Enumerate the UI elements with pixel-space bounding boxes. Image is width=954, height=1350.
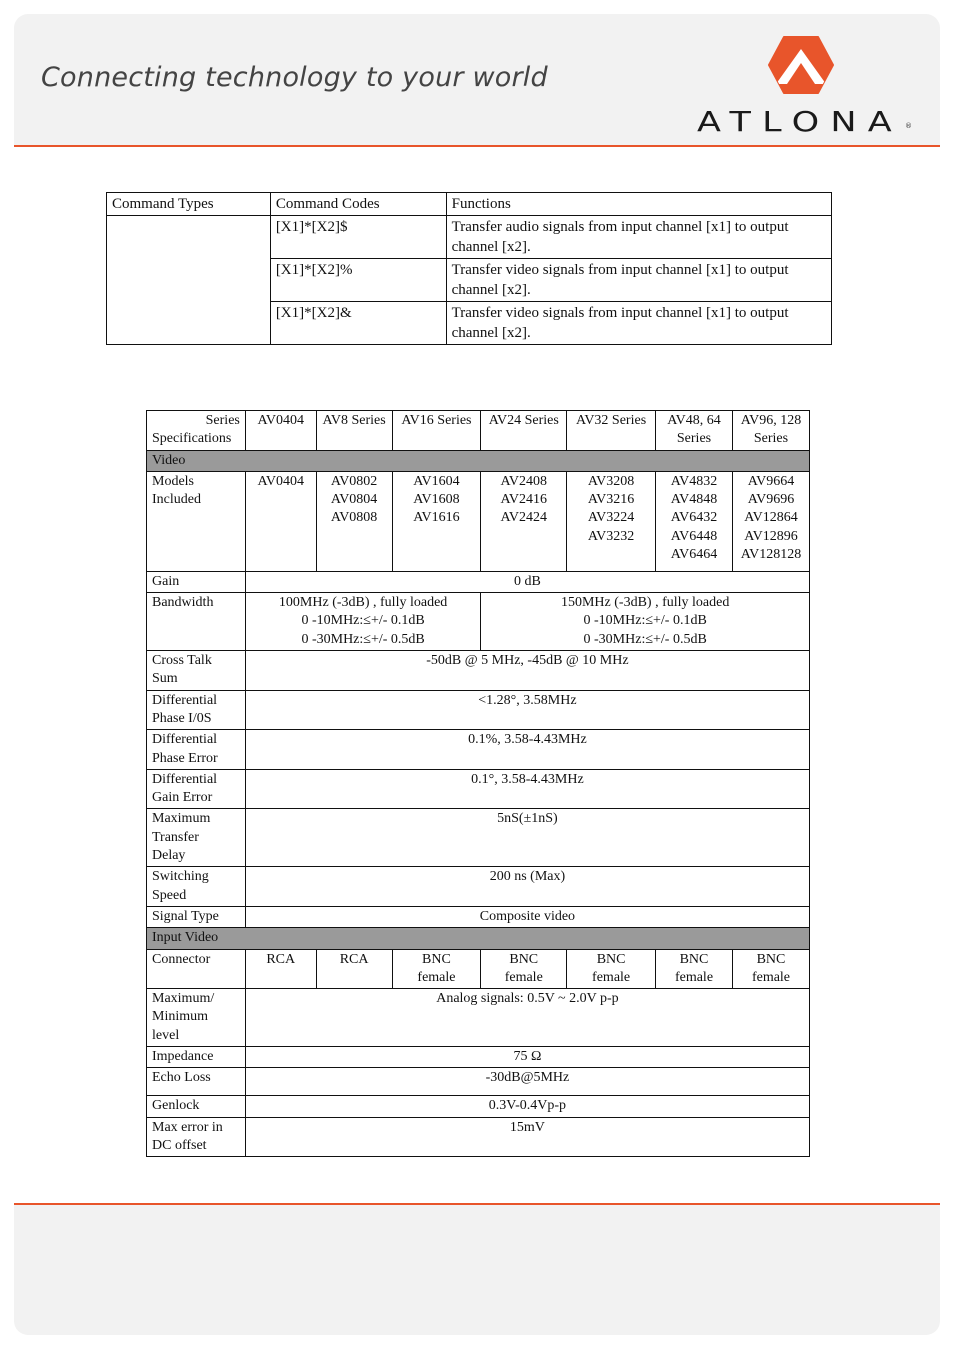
row-value: -50dB @ 5 MHz, -45dB @ 10 MHz	[245, 651, 809, 691]
connector-cell: RCA	[316, 949, 392, 989]
spec-row	[147, 867, 810, 907]
header-functions: Functions	[446, 193, 831, 216]
bandwidth-b	[481, 593, 810, 651]
series-header: AV48, 64 Series	[656, 411, 733, 451]
table-header-row	[107, 193, 832, 216]
row-value: Composite video	[245, 906, 809, 927]
row-label: Echo Loss	[147, 1068, 246, 1096]
command-table	[106, 192, 832, 345]
spec-row	[147, 690, 810, 730]
models-cell: AV0404	[245, 471, 316, 571]
row-label: Gain	[147, 571, 246, 592]
section-title: Video	[147, 450, 810, 471]
series-header: AV32 Series	[567, 411, 656, 451]
series-header: AV8 Series	[316, 411, 392, 451]
models-cell: AV9664 AV9696 AV12864 AV12896 AV128128	[732, 471, 809, 571]
series-header: AV0404	[245, 411, 316, 451]
row-value: 0.1°, 3.58-4.43MHz	[245, 769, 809, 809]
corner-spec-label: Specifications	[152, 431, 232, 447]
connector-row	[147, 949, 810, 989]
command-code: [X1]*[X2]$	[270, 216, 446, 259]
corner-series-label: Series	[205, 413, 240, 428]
command-type-cell	[107, 216, 271, 345]
atlona-logo-icon	[768, 36, 834, 94]
row-label: Models Included	[147, 471, 246, 571]
connector-cell: BNC female	[481, 949, 567, 989]
series-header-row	[147, 411, 810, 451]
row-value: 200 ns (Max)	[245, 867, 809, 907]
command-function: Transfer video signals from input channel [x1] to output channel [x2].	[446, 259, 831, 302]
row-label: Differential Phase Error	[147, 730, 246, 770]
logo-text: ATLONA	[697, 105, 903, 134]
bandwidth-row	[147, 593, 810, 651]
row-label: Bandwidth	[147, 593, 246, 651]
row-label: Max error in DC offset	[147, 1117, 246, 1157]
row-value: 0 dB	[245, 571, 809, 592]
connector-cell: BNC female	[567, 949, 656, 989]
row-label: Differential Phase I/0S	[147, 690, 246, 730]
tagline: Connecting technology to your world	[41, 62, 548, 93]
series-header: AV24 Series	[481, 411, 567, 451]
command-function: Transfer video signals from input channel [x1] to output channel [x2].	[446, 302, 831, 345]
section-title: Input Video	[147, 928, 810, 949]
spec-table	[146, 410, 810, 1157]
row-value: Analog signals: 0.5V ~ 2.0V p-p	[245, 989, 809, 1047]
connector-cell: BNC female	[656, 949, 733, 989]
bandwidth-b-line: 0 -10MHz:≤+/- 0.1dB	[583, 613, 707, 629]
row-value: 75 Ω	[245, 1047, 809, 1068]
row-value: <1.28°, 3.58MHz	[245, 690, 809, 730]
section-row-input-video	[147, 928, 810, 949]
row-label: Impedance	[147, 1047, 246, 1068]
spec-row	[147, 906, 810, 927]
spec-row	[147, 1096, 810, 1117]
atlona-wordmark	[697, 104, 905, 134]
header-command-codes: Command Codes	[270, 193, 446, 216]
row-label: Switching Speed	[147, 867, 246, 907]
models-cell: AV3208 AV3216 AV3224 AV3232	[567, 471, 656, 571]
bandwidth-a-line: 0 -30MHz:≤+/- 0.5dB	[301, 631, 425, 647]
header-command-types: Command Types	[107, 193, 271, 216]
bandwidth-a-line: 0 -10MHz:≤+/- 0.1dB	[301, 613, 425, 629]
command-code: [X1]*[X2]%	[270, 259, 446, 302]
spec-row	[147, 651, 810, 691]
row-label: Signal Type	[147, 906, 246, 927]
registered-mark: ®	[905, 122, 912, 130]
row-value: 0.3V-0.4Vp-p	[245, 1096, 809, 1117]
spec-row	[147, 1068, 810, 1096]
row-value: 5nS(±1nS)	[245, 809, 809, 867]
row-label: Connector	[147, 949, 246, 989]
row-label: Genlock	[147, 1096, 246, 1117]
row-label: Maximum/ Minimum level	[147, 989, 246, 1047]
row-value: -30dB@5MHz	[245, 1068, 809, 1096]
row-value: 15mV	[245, 1117, 809, 1157]
spec-row	[147, 769, 810, 809]
connector-cell: RCA	[245, 949, 316, 989]
command-function: Transfer audio signals from input channel [x1] to output channel [x2].	[446, 216, 831, 259]
spec-row	[147, 730, 810, 770]
spec-row	[147, 1047, 810, 1068]
bandwidth-b-line: 0 -30MHz:≤+/- 0.5dB	[583, 631, 707, 647]
table-row	[107, 216, 832, 259]
row-label: Cross Talk Sum	[147, 651, 246, 691]
gain-row	[147, 571, 810, 592]
spec-row	[147, 1117, 810, 1157]
row-value: 0.1%, 3.58-4.43MHz	[245, 730, 809, 770]
row-label: Differential Gain Error	[147, 769, 246, 809]
section-row-video	[147, 450, 810, 471]
connector-cell: BNC female	[392, 949, 481, 989]
bandwidth-b-line: 150MHz (-3dB) , fully loaded	[560, 595, 730, 611]
connector-cell: BNC female	[732, 949, 809, 989]
models-cell: AV0802 AV0804 AV0808	[316, 471, 392, 571]
models-cell: AV4832 AV4848 AV6432 AV6448 AV6464	[656, 471, 733, 571]
row-label: Maximum Transfer Delay	[147, 809, 246, 867]
bandwidth-a-line: 100MHz (-3dB) , fully loaded	[278, 595, 448, 611]
models-cell: AV1604 AV1608 AV1616	[392, 471, 481, 571]
series-header: AV96, 128 Series	[732, 411, 809, 451]
series-header: AV16 Series	[392, 411, 481, 451]
models-cell: AV2408 AV2416 AV2424	[481, 471, 567, 571]
command-code: [X1]*[X2]&	[270, 302, 446, 345]
spec-row	[147, 989, 810, 1047]
footer-divider	[14, 1203, 940, 1205]
corner-cell	[147, 411, 246, 451]
spec-row	[147, 809, 810, 867]
models-row	[147, 471, 810, 571]
bandwidth-a	[245, 593, 480, 651]
